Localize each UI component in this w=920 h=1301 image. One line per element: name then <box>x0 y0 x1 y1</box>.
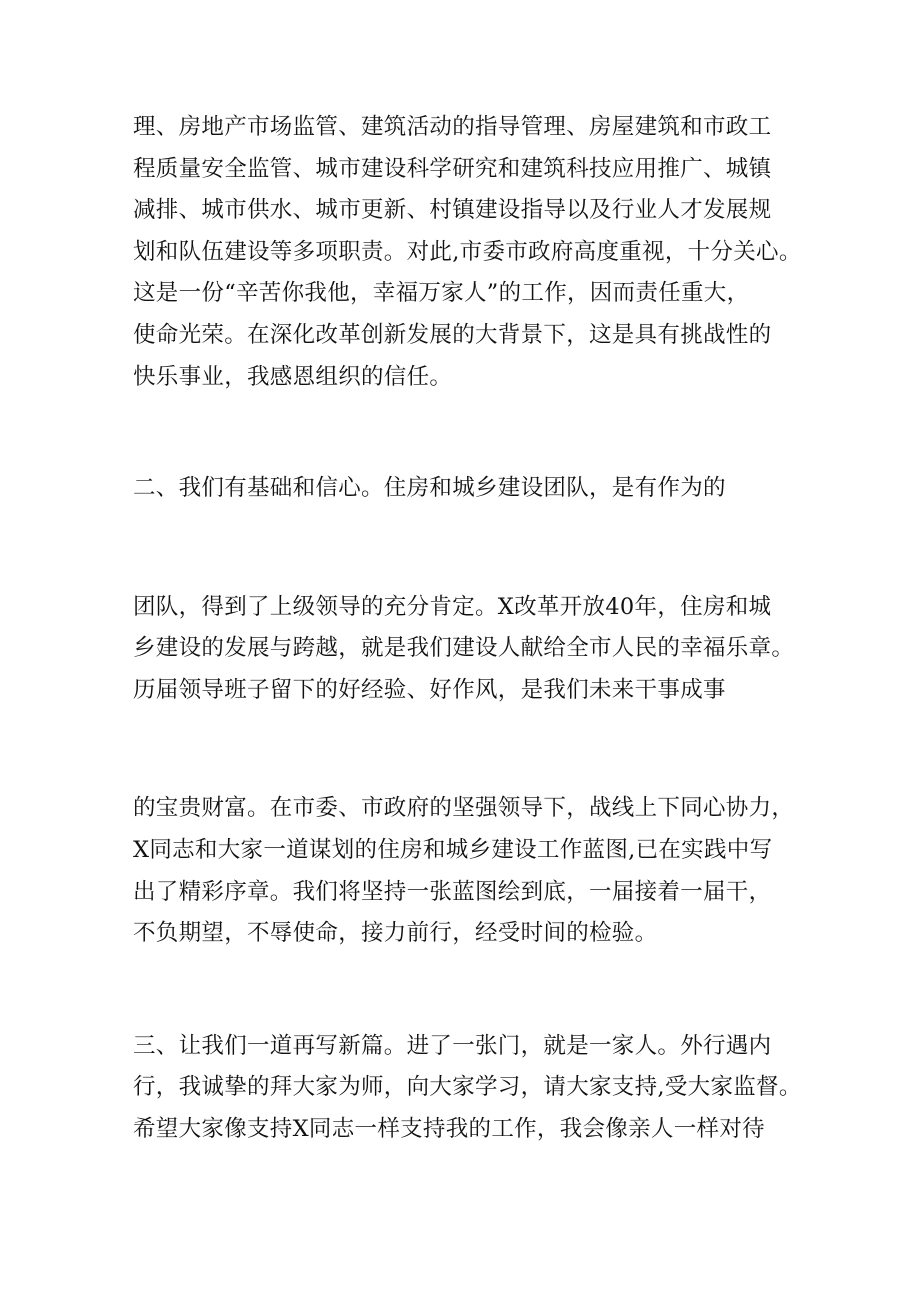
paragraph-1-line-7: 快乐事业，我感恩组织的信任。 <box>133 364 453 390</box>
section-3-line-1: 三、让我们一道再写新篇。进了一张门，就是一家人。外行遇内 <box>133 1033 772 1059</box>
section-2-heading: 二、我们有基础和信心。住房和城乡建设团队，是有作为的 <box>133 475 726 501</box>
paragraph-1-line-4: 划和队伍建设等多项职责。对此,市委市政府高度重视，十分关心。 <box>133 239 802 265</box>
paragraph-1-line-2: 程质量安全监管、城市建设科学研究和建筑科技应用推广、城镇 <box>133 156 772 182</box>
paragraph-3-line-2: 乡建设的发展与跨越，就是我们建设人献给全市人民的幸福乐章。 <box>133 635 795 661</box>
paragraph-4-line-1: 的宝贵财富。在市委、市政府的坚强领导下，战线上下同心协力， <box>133 795 795 821</box>
paragraph-4-line-3: 出了精彩序章。我们将坚持一张蓝图绘到底，一届接着一届干， <box>133 879 772 905</box>
paragraph-4-line-2: X同志和大家一道谋划的住房和城乡建设工作蓝图,已在实践中写 <box>133 837 773 863</box>
paragraph-1-line-5: 这是一份“辛苦你我他，幸福万家人”的工作，因而责任重大， <box>133 280 750 306</box>
section-3-line-2: 行，我诚挚的拜大家为师，向大家学习，请大家支持,受大家监督。 <box>133 1074 802 1100</box>
paragraph-1-line-6: 使命光荣。在深化改革创新发展的大背景下，这是具有挑战性的 <box>133 322 772 348</box>
section-3-line-3: 希望大家像支持X同志一样支持我的工作，我会像亲人一样对待 <box>133 1116 765 1142</box>
paragraph-1-line-3: 减排、城市供水、城市更新、村镇建设指导以及行业人才发展规 <box>133 197 772 223</box>
paragraph-3-line-3: 历届领导班子留下的好经验、好作风，是我们未来干事成事 <box>133 677 726 703</box>
paragraph-1-line-1: 理、房地产市场监管、建筑活动的指导管理、房屋建筑和市政工 <box>133 114 772 140</box>
paragraph-3-line-1: 团队，得到了上级领导的充分肯定。X改革开放40年，住房和城 <box>133 594 772 620</box>
paragraph-4-line-4: 不负期望，不辱使命，接力前行，经受时间的检验。 <box>133 920 658 946</box>
